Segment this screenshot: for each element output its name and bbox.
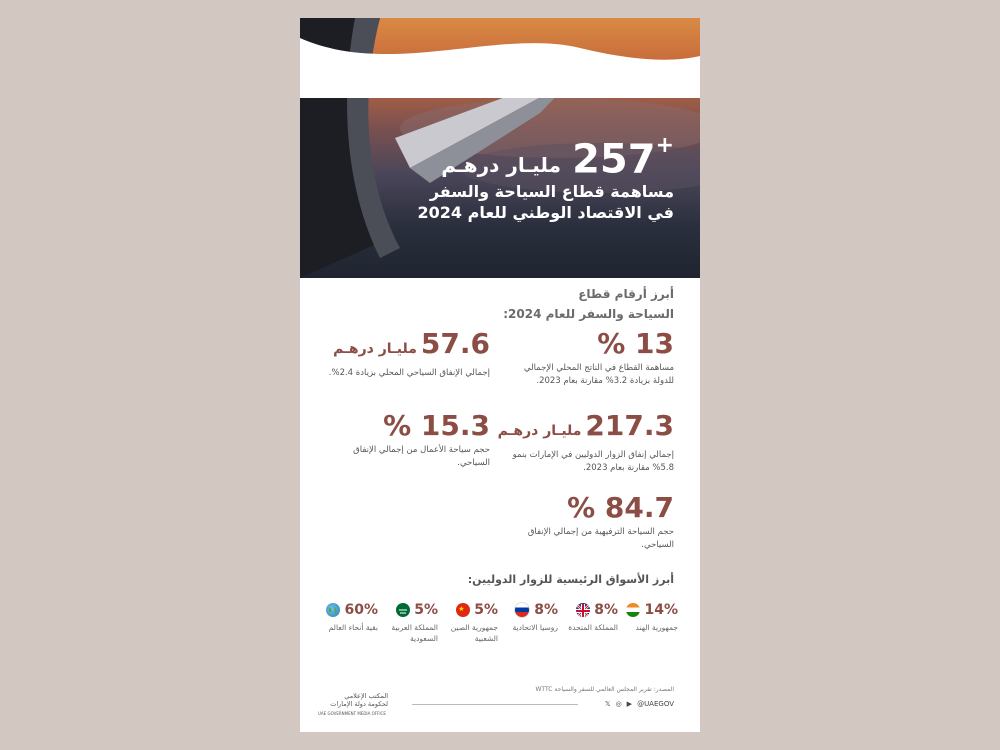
market-rest-of-world: 60% بقية أنحاء العالم: [324, 602, 378, 633]
stat-leisure-tourism: 84.7 % حجم السياحة الترفيهية من إجمالي الإنفاق السياحي.: [527, 491, 674, 550]
instagram-icon[interactable]: ◎: [615, 700, 622, 708]
x-icon[interactable]: 𝕏: [604, 700, 611, 708]
hero-subtitle-1: مساهمة قطاع السياحة والسفر: [429, 182, 674, 202]
market-russia: 8% روسيا الاتحادية: [512, 602, 558, 632]
wave-divider: [300, 18, 700, 98]
russia-flag-icon: [514, 602, 530, 618]
market-saudi: 5% المملكة العربية السعودية: [391, 602, 438, 643]
uae-media-office-logo: المكتب الإعلامي لحكومة دولة الإمارات UAE GOVERNMENT MEDIA OFFICE: [318, 692, 388, 716]
social-handle: [605, 700, 674, 708]
india-flag-icon: [626, 603, 640, 617]
markets-title: أبرز الأسواق الرئيسية للزوار الدوليين:: [467, 573, 674, 586]
market-china: 5% ★ جمهورية الصين الشعبية: [450, 602, 498, 643]
handle-text[interactable]: @UAEGOV: [637, 700, 674, 708]
globe-icon: [326, 603, 340, 617]
stat-international-spending: 217.3مليـار درهـم إجمالي إنفاق الزوار الدوليين في الإمارات بنمو 5.8% مقارنة بعام 2023.: [497, 409, 674, 473]
markets-list: [318, 602, 678, 672]
saudi-flag-icon: [396, 603, 410, 617]
section-title: أبرز أرقام قطاع السياحة والسفر للعام 2024:: [503, 287, 674, 321]
stat-gdp-share: 13 % مساهمة القطاع في الناتج المحلي الإجمالي للدولة بزيادة 3.2% مقارنة بعام 2023.: [523, 327, 674, 386]
infographic-card: [300, 18, 700, 732]
hero-subtitle-2: في الاقتصاد الوطني للعام 2024: [417, 203, 674, 223]
china-flag-icon: ★: [456, 603, 470, 617]
hero-image: [300, 18, 700, 278]
market-india: 14% جمهورية الهند: [624, 602, 678, 633]
stat-business-tourism: 15.3 % حجم سياحة الأعمال من إجمالي الإنفاق السياحي.: [353, 409, 490, 468]
source-note: المصدر: تقرير المجلس العالمي للسفر والسياحة WTTC: [535, 686, 674, 693]
hero-headline: [334, 130, 674, 223]
footer-divider: [412, 704, 578, 705]
hero-number: +257: [572, 133, 674, 183]
hero-unit: مليـار درهـم: [441, 153, 561, 178]
youtube-icon[interactable]: ▶: [626, 700, 633, 708]
market-uk: 8% المملكة المتحدة: [568, 602, 618, 632]
uk-flag-icon: [576, 603, 590, 617]
stat-domestic-spending: 57.6مليـار درهـم إجمالي الإنفاق السياحي المحلي بزيادة 2.4%.: [328, 327, 490, 378]
